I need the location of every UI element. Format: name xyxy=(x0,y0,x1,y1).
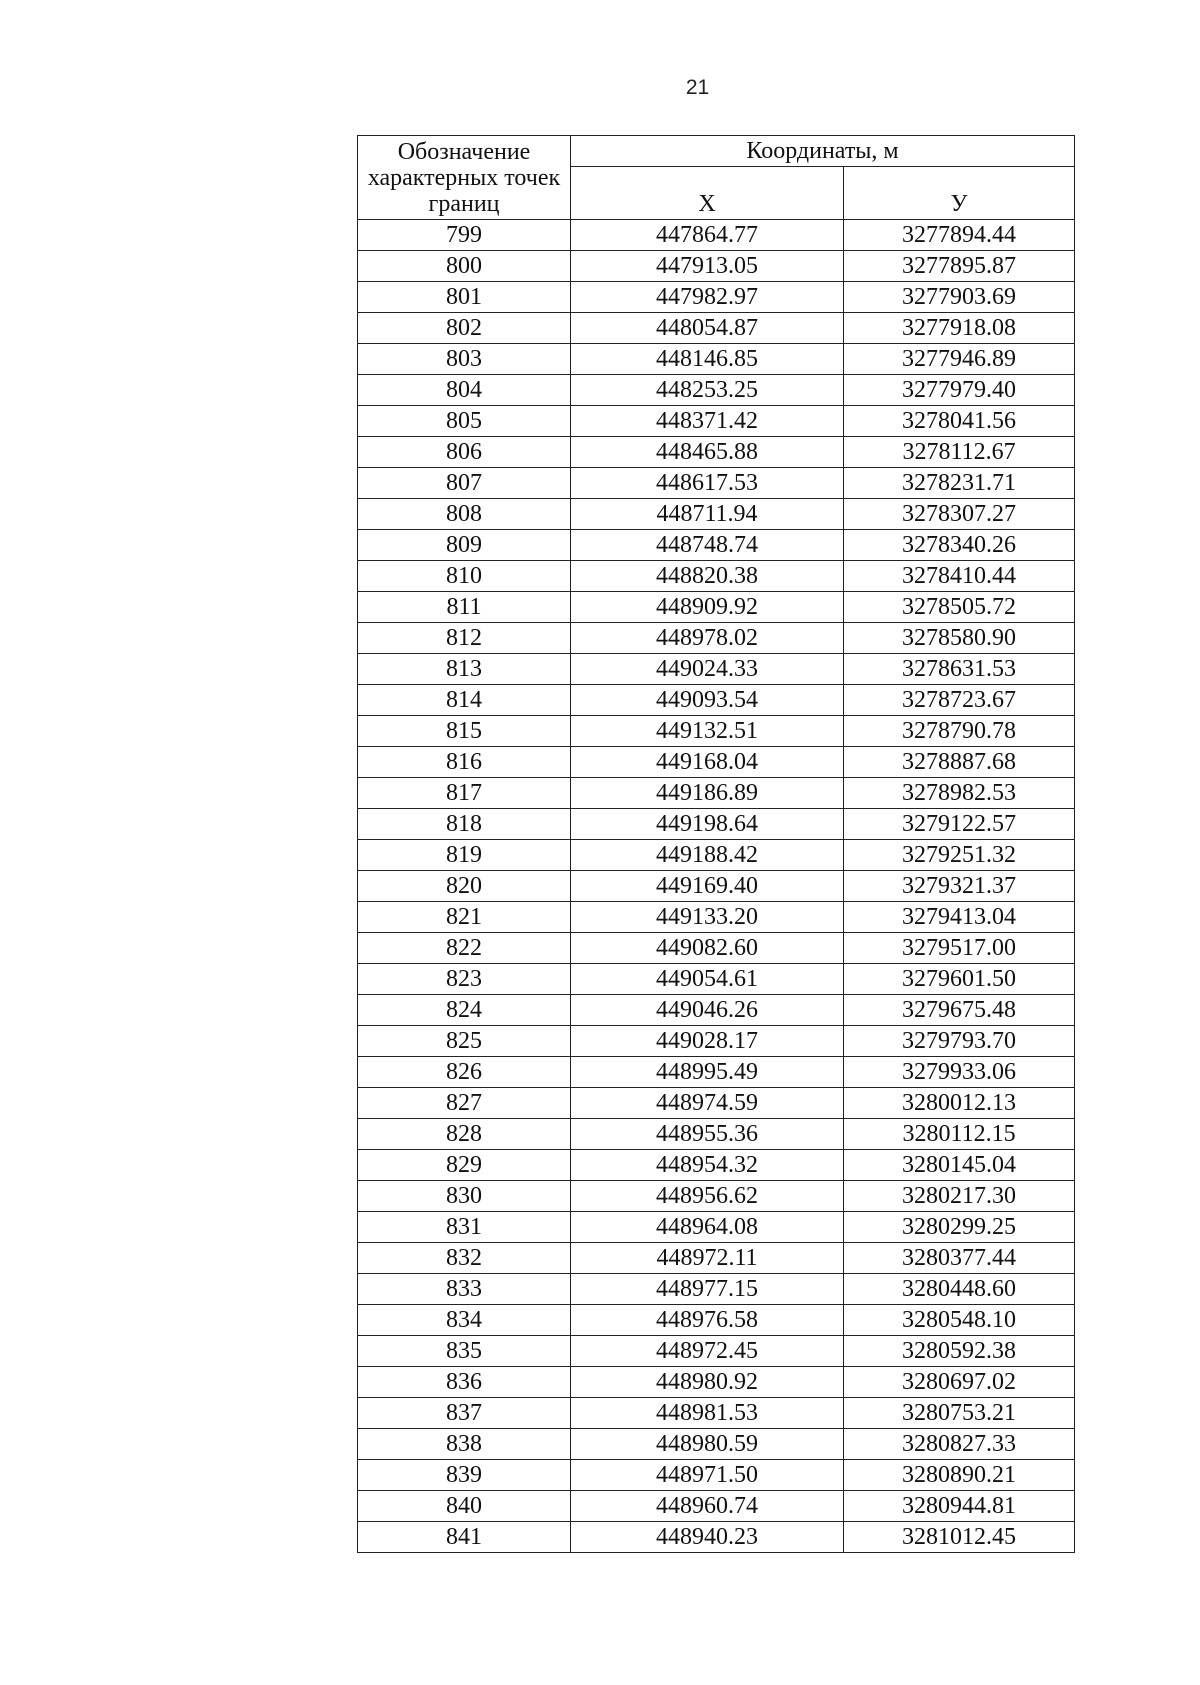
point-id-cell: 833 xyxy=(358,1274,571,1305)
point-id-cell: 800 xyxy=(358,251,571,282)
table-row xyxy=(358,437,1075,468)
x-cell: 448371.42 xyxy=(571,406,844,437)
point-id-cell: 826 xyxy=(358,1057,571,1088)
y-cell: 3280753.21 xyxy=(844,1398,1075,1429)
point-id-cell: 803 xyxy=(358,344,571,375)
x-cell: 448146.85 xyxy=(571,344,844,375)
y-cell: 3279413.04 xyxy=(844,902,1075,933)
x-cell: 448960.74 xyxy=(571,1491,844,1522)
x-cell: 449054.61 xyxy=(571,964,844,995)
point-id-cell: 823 xyxy=(358,964,571,995)
y-cell: 3277979.40 xyxy=(844,375,1075,406)
point-id-cell: 836 xyxy=(358,1367,571,1398)
y-cell: 3280145.04 xyxy=(844,1150,1075,1181)
x-cell: 448972.45 xyxy=(571,1336,844,1367)
header-coordinates: Координаты, м xyxy=(571,136,1075,167)
y-cell: 3280377.44 xyxy=(844,1243,1075,1274)
table-row xyxy=(358,1057,1075,1088)
table-row xyxy=(358,1243,1075,1274)
y-cell: 3279321.37 xyxy=(844,871,1075,902)
table-row xyxy=(358,406,1075,437)
point-id-cell: 830 xyxy=(358,1181,571,1212)
y-cell: 3280217.30 xyxy=(844,1181,1075,1212)
x-cell: 448253.25 xyxy=(571,375,844,406)
table-row xyxy=(358,344,1075,375)
point-id-cell: 801 xyxy=(358,282,571,313)
table-row xyxy=(358,1367,1075,1398)
y-cell: 3277946.89 xyxy=(844,344,1075,375)
x-cell: 448054.87 xyxy=(571,313,844,344)
table-row xyxy=(358,251,1075,282)
y-cell: 3279517.00 xyxy=(844,933,1075,964)
x-cell: 449198.64 xyxy=(571,809,844,840)
x-cell: 448980.59 xyxy=(571,1429,844,1460)
x-cell: 448976.58 xyxy=(571,1305,844,1336)
table-row xyxy=(358,623,1075,654)
table-row xyxy=(358,685,1075,716)
point-id-cell: 840 xyxy=(358,1491,571,1522)
x-cell: 448971.50 xyxy=(571,1460,844,1491)
x-cell: 448748.74 xyxy=(571,530,844,561)
table-row xyxy=(358,1491,1075,1522)
y-cell: 3278410.44 xyxy=(844,561,1075,592)
x-cell: 448972.11 xyxy=(571,1243,844,1274)
table-row xyxy=(358,1150,1075,1181)
x-cell: 447864.77 xyxy=(571,220,844,251)
point-id-cell: 829 xyxy=(358,1150,571,1181)
point-id-cell: 815 xyxy=(358,716,571,747)
y-cell: 3279122.57 xyxy=(844,809,1075,840)
point-id-cell: 810 xyxy=(358,561,571,592)
point-id-cell: 809 xyxy=(358,530,571,561)
table-row xyxy=(358,964,1075,995)
table-row xyxy=(358,933,1075,964)
x-cell: 448711.94 xyxy=(571,499,844,530)
point-id-cell: 813 xyxy=(358,654,571,685)
table-row xyxy=(358,1398,1075,1429)
header-y: У xyxy=(844,167,1075,220)
table-row xyxy=(358,499,1075,530)
y-cell: 3281012.45 xyxy=(844,1522,1075,1553)
x-cell: 448465.88 xyxy=(571,437,844,468)
x-cell: 449028.17 xyxy=(571,1026,844,1057)
table-row xyxy=(358,1274,1075,1305)
table-row xyxy=(358,1305,1075,1336)
x-cell: 448978.02 xyxy=(571,623,844,654)
table-row xyxy=(358,902,1075,933)
point-id-cell: 817 xyxy=(358,778,571,809)
point-id-cell: 799 xyxy=(358,220,571,251)
point-id-cell: 804 xyxy=(358,375,571,406)
point-id-cell: 805 xyxy=(358,406,571,437)
table-row xyxy=(358,468,1075,499)
y-cell: 3278112.67 xyxy=(844,437,1075,468)
y-cell: 3280112.15 xyxy=(844,1119,1075,1150)
x-cell: 448909.92 xyxy=(571,592,844,623)
point-id-cell: 827 xyxy=(358,1088,571,1119)
x-cell: 447982.97 xyxy=(571,282,844,313)
table-row xyxy=(358,1522,1075,1553)
table-row xyxy=(358,840,1075,871)
y-cell: 3277918.08 xyxy=(844,313,1075,344)
x-cell: 449169.40 xyxy=(571,871,844,902)
x-cell: 448820.38 xyxy=(571,561,844,592)
point-id-cell: 831 xyxy=(358,1212,571,1243)
y-cell: 3280944.81 xyxy=(844,1491,1075,1522)
x-cell: 448956.62 xyxy=(571,1181,844,1212)
y-cell: 3280827.33 xyxy=(844,1429,1075,1460)
point-id-cell: 811 xyxy=(358,592,571,623)
x-cell: 449186.89 xyxy=(571,778,844,809)
point-id-cell: 834 xyxy=(358,1305,571,1336)
x-cell: 449082.60 xyxy=(571,933,844,964)
x-cell: 448964.08 xyxy=(571,1212,844,1243)
point-id-cell: 821 xyxy=(358,902,571,933)
y-cell: 3277903.69 xyxy=(844,282,1075,313)
x-cell: 449093.54 xyxy=(571,685,844,716)
y-cell: 3279793.70 xyxy=(844,1026,1075,1057)
x-cell: 448995.49 xyxy=(571,1057,844,1088)
y-cell: 3279675.48 xyxy=(844,995,1075,1026)
point-id-cell: 819 xyxy=(358,840,571,871)
y-cell: 3280299.25 xyxy=(844,1212,1075,1243)
y-cell: 3278231.71 xyxy=(844,468,1075,499)
y-cell: 3278887.68 xyxy=(844,747,1075,778)
point-id-cell: 807 xyxy=(358,468,571,499)
page-number: 21 xyxy=(685,76,710,99)
point-id-cell: 802 xyxy=(358,313,571,344)
point-id-cell: 841 xyxy=(358,1522,571,1553)
table-row xyxy=(358,1429,1075,1460)
point-id-cell: 832 xyxy=(358,1243,571,1274)
point-id-cell: 824 xyxy=(358,995,571,1026)
table-row xyxy=(358,313,1075,344)
header-x: Х xyxy=(571,167,844,220)
y-cell: 3279251.32 xyxy=(844,840,1075,871)
table-row xyxy=(358,1336,1075,1367)
table-row xyxy=(358,282,1075,313)
x-cell: 447913.05 xyxy=(571,251,844,282)
y-cell: 3280592.38 xyxy=(844,1336,1075,1367)
y-cell: 3280890.21 xyxy=(844,1460,1075,1491)
y-cell: 3280548.10 xyxy=(844,1305,1075,1336)
table-row xyxy=(358,220,1075,251)
y-cell: 3278790.78 xyxy=(844,716,1075,747)
coordinates-table xyxy=(357,135,1075,1553)
point-id-cell: 818 xyxy=(358,809,571,840)
y-cell: 3278505.72 xyxy=(844,592,1075,623)
x-cell: 448974.59 xyxy=(571,1088,844,1119)
x-cell: 448977.15 xyxy=(571,1274,844,1305)
y-cell: 3278723.67 xyxy=(844,685,1075,716)
x-cell: 449168.04 xyxy=(571,747,844,778)
point-id-cell: 820 xyxy=(358,871,571,902)
table-row xyxy=(358,530,1075,561)
table-row xyxy=(358,871,1075,902)
y-cell: 3278307.27 xyxy=(844,499,1075,530)
y-cell: 3278982.53 xyxy=(844,778,1075,809)
table-row xyxy=(358,995,1075,1026)
y-cell: 3280697.02 xyxy=(844,1367,1075,1398)
point-id-cell: 812 xyxy=(358,623,571,654)
table-row xyxy=(358,592,1075,623)
table-row xyxy=(358,747,1075,778)
x-cell: 449188.42 xyxy=(571,840,844,871)
x-cell: 448981.53 xyxy=(571,1398,844,1429)
y-cell: 3278631.53 xyxy=(844,654,1075,685)
point-id-cell: 839 xyxy=(358,1460,571,1491)
point-id-cell: 808 xyxy=(358,499,571,530)
point-id-cell: 806 xyxy=(358,437,571,468)
table-body xyxy=(358,220,1075,1553)
y-cell: 3280012.13 xyxy=(844,1088,1075,1119)
table-row xyxy=(358,1026,1075,1057)
point-id-cell: 828 xyxy=(358,1119,571,1150)
table-row xyxy=(358,1460,1075,1491)
table-row xyxy=(358,1088,1075,1119)
table-row xyxy=(358,1212,1075,1243)
y-cell: 3277894.44 xyxy=(844,220,1075,251)
x-cell: 449132.51 xyxy=(571,716,844,747)
point-id-cell: 837 xyxy=(358,1398,571,1429)
table-row xyxy=(358,1119,1075,1150)
y-cell: 3279601.50 xyxy=(844,964,1075,995)
x-cell: 449046.26 xyxy=(571,995,844,1026)
point-id-cell: 835 xyxy=(358,1336,571,1367)
x-cell: 448980.92 xyxy=(571,1367,844,1398)
header-designation: Обозначение характерных точек границ xyxy=(358,136,571,220)
table-row xyxy=(358,778,1075,809)
table-row xyxy=(358,809,1075,840)
y-cell: 3280448.60 xyxy=(844,1274,1075,1305)
point-id-cell: 816 xyxy=(358,747,571,778)
x-cell: 448954.32 xyxy=(571,1150,844,1181)
header-row xyxy=(358,136,1075,167)
x-cell: 448955.36 xyxy=(571,1119,844,1150)
x-cell: 448940.23 xyxy=(571,1522,844,1553)
y-cell: 3278041.56 xyxy=(844,406,1075,437)
y-cell: 3278340.26 xyxy=(844,530,1075,561)
point-id-cell: 838 xyxy=(358,1429,571,1460)
table-row xyxy=(358,1181,1075,1212)
table-row xyxy=(358,654,1075,685)
y-cell: 3279933.06 xyxy=(844,1057,1075,1088)
table-header xyxy=(358,136,1075,220)
table-row xyxy=(358,561,1075,592)
x-cell: 448617.53 xyxy=(571,468,844,499)
y-cell: 3278580.90 xyxy=(844,623,1075,654)
x-cell: 449133.20 xyxy=(571,902,844,933)
x-cell: 449024.33 xyxy=(571,654,844,685)
y-cell: 3277895.87 xyxy=(844,251,1075,282)
point-id-cell: 825 xyxy=(358,1026,571,1057)
table-row xyxy=(358,375,1075,406)
point-id-cell: 814 xyxy=(358,685,571,716)
point-id-cell: 822 xyxy=(358,933,571,964)
table-row xyxy=(358,716,1075,747)
